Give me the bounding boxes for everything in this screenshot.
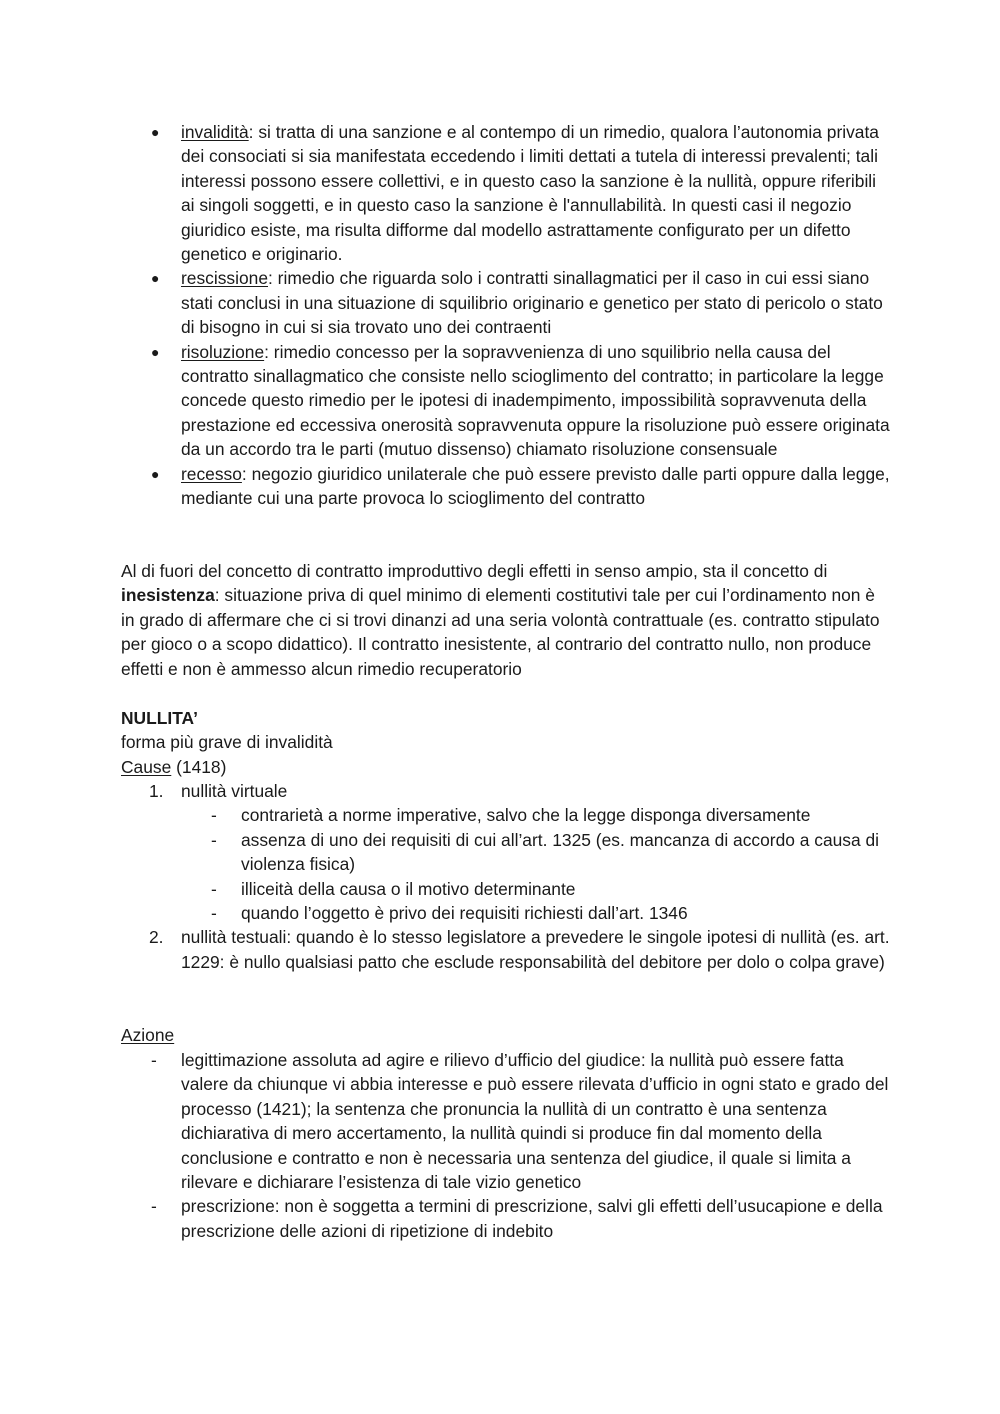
azione-label: Azione bbox=[121, 1025, 175, 1045]
bullet-item-rescissione bbox=[121, 266, 891, 339]
list-number: 2. bbox=[149, 927, 164, 948]
sublist-item bbox=[181, 877, 891, 901]
paragraph-text: : situazione priva di quel minimo di elementi costitutivi tale per cui l’ordinamento non è in grado di affermare che ci si trovi dinanzi ad una seria volontà contrattuale (es. contratto stipulato per gioco o a scopo didattico). Il contratto inesistente, al contrario del contratto nullo, non produce effetti e non è ammesso alcun rimedio recuperatorio bbox=[121, 585, 880, 679]
bullet-item-invalidita bbox=[121, 120, 891, 266]
section-heading-nullita: NULLITA’ bbox=[121, 708, 198, 728]
bullet-icon: ● bbox=[151, 270, 160, 287]
inesistenza-term: inesistenza bbox=[121, 585, 215, 606]
sublist-text: illiceità della causa o il motivo determinante bbox=[241, 878, 576, 899]
sublist-item bbox=[181, 828, 891, 877]
azione-text: legittimazione assoluta ad agire e rilievo d’ufficio del giudice: la nullità può essere fatta valere da chiunque vi abbia interesse e può essere rilevata d’ufficio in ogni stato e grado del processo (1421); la sentenza che pronuncia la nullità di un contratto è una sentenza dichiarativa di mero accertamento, la nullità quindi si produce fin dal momento della conclusione e contratto e non è necessaria una sentenza del giudice, il quale si limita a rilevare e dichiarare l’esistenza di tale vizio genetico bbox=[181, 1050, 889, 1193]
sublist-item bbox=[181, 803, 891, 827]
virtuale-sublist bbox=[181, 803, 891, 925]
sublist-text: contrarietà a norme imperative, salvo che la legge disponga diversamente bbox=[241, 805, 811, 826]
definition-text: : negozio giuridico unilaterale che può essere previsto dalle parti oppure dalla legge, mediante cui una parte provoca lo scioglimento del contratto bbox=[181, 463, 890, 509]
paragraph-text: Al di fuori del concetto di contratto improduttivo degli effetti in senso ampio, sta il concetto di bbox=[121, 561, 828, 581]
cause-item-virtuale bbox=[121, 779, 891, 925]
azione-item-prescrizione bbox=[121, 1194, 891, 1243]
term-risoluzione: risoluzione bbox=[181, 341, 265, 362]
bullet-icon: ● bbox=[151, 343, 160, 360]
sublist-text: quando l’oggetto è privo dei requisiti richiesti dall’art. 1346 bbox=[241, 903, 688, 924]
azione-heading bbox=[121, 1023, 174, 1047]
definition-text: : rimedio concesso per la sopravvenienza di uno squilibrio nella causa del contratto sinallagmatico che consiste nello scioglimento del contratto; in particolare la legge concede questo rimedio per le ipotesi di inadempimento, impossibilità sopravvenuta della prestazione ed eccessiva onerosità sopravvenuta oppure la risoluzione può essere originata da un accordo tra le parti (mutuo dissenso) chiamato risoluzione consensuale bbox=[181, 341, 890, 460]
bullet-icon: ● bbox=[151, 124, 160, 140]
cause-text: nullità virtuale bbox=[181, 781, 288, 801]
dash-icon: - bbox=[211, 805, 217, 826]
term-rescissione: rescissione bbox=[181, 268, 268, 289]
bullet-item-recesso bbox=[121, 462, 891, 511]
cause-text: nullità testuali: quando è lo stesso legislatore a prevedere le singole ipotesi di nullità (es. art. 1229: è nullo qualsiasi patto che esclude responsabilità del debitore per dolo o colpa grave) bbox=[181, 927, 890, 972]
term-invalidita: invalidità bbox=[181, 122, 249, 142]
inesistenza-paragraph bbox=[121, 559, 891, 681]
cause-label: Cause bbox=[121, 757, 172, 777]
bullet-item-risoluzione bbox=[121, 340, 891, 462]
dash-icon: - bbox=[211, 829, 217, 850]
cause-heading bbox=[121, 755, 226, 779]
dash-icon: - bbox=[151, 1050, 157, 1070]
definition-text: : si tratta di una sanzione e al contempo di un rimedio, qualora l’autonomia privata dei consociati si sia manifestata eccedendo i limiti dettati a tutela di interessi prevalenti; tali interessi possono essere collettivi, e in questo caso la sanzione è la nullità, oppure riferibili ai singoli soggetti, e in questo caso la sanzione è l'annullabilità. In questi casi il negozio giuridico esiste, ma risulta difforme dal modello astrattamente configurato per un difetto genetico e originario. bbox=[181, 122, 879, 265]
bullet-icon: ● bbox=[151, 465, 160, 482]
cause-item-testuali bbox=[121, 925, 891, 974]
definition-text: : rimedio che riguarda solo i contratti sinallagmatici per il caso in cui essi siano stati conclusi in una situazione di squilibrio originario e genetico per stato di pericolo o stato di bisogno in cui si sia trovato uno dei contraenti bbox=[181, 268, 883, 338]
azione-list bbox=[121, 1048, 891, 1243]
sublist-item bbox=[181, 901, 891, 925]
dash-icon: - bbox=[151, 1196, 157, 1217]
nullita-subtitle: forma più grave di invalidità bbox=[121, 732, 333, 752]
sublist-text: assenza di uno dei requisiti di cui all’art. 1325 (es. mancanza di accordo a causa di violenza fisica) bbox=[241, 829, 880, 875]
cause-numbered-list bbox=[121, 779, 891, 974]
azione-text: prescrizione: non è soggetta a termini di prescrizione, salvi gli effetti dell’usucapione e della prescrizione delle azioni di ripetizione di indebito bbox=[181, 1196, 883, 1241]
remedies-bullet-list bbox=[121, 120, 891, 511]
term-recesso: recesso bbox=[181, 463, 242, 484]
dash-icon: - bbox=[211, 903, 217, 924]
cause-article-ref: (1418) bbox=[171, 757, 227, 777]
dash-icon: - bbox=[211, 878, 217, 899]
azione-item-legittimazione bbox=[121, 1048, 891, 1194]
list-number: 1. bbox=[149, 781, 164, 801]
